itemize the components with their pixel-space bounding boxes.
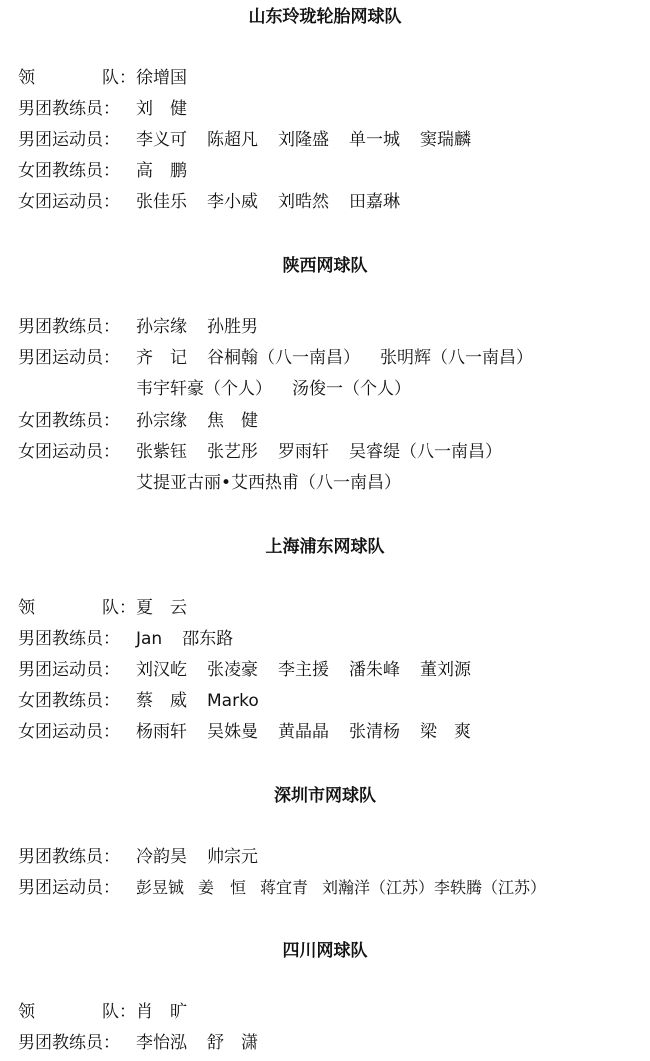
row-label: 男团运动员： bbox=[18, 348, 120, 368]
row-names: 冷韵昊 帅宗元 bbox=[136, 847, 258, 867]
row-label: 女团教练员： bbox=[18, 691, 120, 711]
row-label: 男团教练员： bbox=[18, 847, 120, 867]
team-title-sichuan: 四川网球队 bbox=[282, 941, 368, 961]
row-label: 领 队： bbox=[18, 598, 136, 618]
team-title-shenzhen: 深圳市网球队 bbox=[274, 786, 376, 806]
row-names: 夏 云 bbox=[136, 598, 187, 618]
row-label: 女团运动员： bbox=[18, 722, 120, 742]
row-names: 孙宗缘 焦 健 bbox=[136, 411, 258, 431]
row-names: 艾提亚古丽•艾西热甫（八一南昌） bbox=[136, 473, 402, 493]
row-label: 男团教练员： bbox=[18, 629, 120, 649]
row-names: 孙宗缘 孙胜男 bbox=[136, 317, 258, 337]
row-names: 韦宇轩豪（个人） 汤俊一（个人） bbox=[136, 379, 411, 399]
row-names: 张紫钰 张艺彤 罗雨轩 吴睿缇（八一南昌） bbox=[136, 442, 502, 462]
row-names: 蔡 威 Marko bbox=[136, 691, 259, 711]
row-names: 李义可 陈超凡 刘隆盛 单一城 窦瑞麟 bbox=[136, 130, 471, 150]
row-names: 徐增国 bbox=[136, 68, 187, 88]
row-names: 杨雨轩 吴姝曼 黄晶晶 张清杨 梁 爽 bbox=[136, 722, 471, 742]
row-label: 领 队： bbox=[18, 1002, 136, 1022]
team-title-shanghai-pudong: 上海浦东网球队 bbox=[265, 537, 385, 557]
row-label: 男团运动员： bbox=[18, 130, 120, 150]
row-label: 女团教练员： bbox=[18, 161, 120, 181]
row-label: 男团运动员： bbox=[18, 878, 120, 898]
row-names: 李怡泓 舒 潇 bbox=[136, 1033, 258, 1053]
row-names: 肖 旷 bbox=[136, 1002, 187, 1022]
team-title-shaanxi: 陕西网球队 bbox=[282, 256, 368, 276]
row-label: 男团教练员： bbox=[18, 1033, 120, 1053]
row-names: 刘汉屹 张凌豪 李主援 潘朱峰 董刘源 bbox=[136, 660, 471, 680]
row-label: 男团运动员： bbox=[18, 660, 120, 680]
row-names: 刘 健 bbox=[136, 99, 187, 119]
row-label: 男团教练员： bbox=[18, 99, 120, 119]
row-names: Jan 邵东路 bbox=[136, 629, 234, 649]
row-names: 彭昱铖 姜 恒 蒋宜青 刘瀚洋（江苏）李轶腾（江苏） bbox=[136, 878, 547, 897]
row-label: 女团运动员： bbox=[18, 192, 120, 212]
row-names: 齐 记 谷桐翰（八一南昌） 张明辉（八一南昌） bbox=[136, 348, 533, 368]
row-label: 女团运动员： bbox=[18, 442, 120, 462]
team-title-shandong: 山东玲珑轮胎网球队 bbox=[248, 7, 402, 27]
row-names: 高 鹏 bbox=[136, 161, 187, 181]
row-label: 男团教练员： bbox=[18, 317, 120, 337]
row-label: 领 队： bbox=[18, 68, 136, 88]
row-names: 张佳乐 李小威 刘晧然 田嘉琳 bbox=[136, 192, 400, 212]
row-label: 女团教练员： bbox=[18, 411, 120, 431]
